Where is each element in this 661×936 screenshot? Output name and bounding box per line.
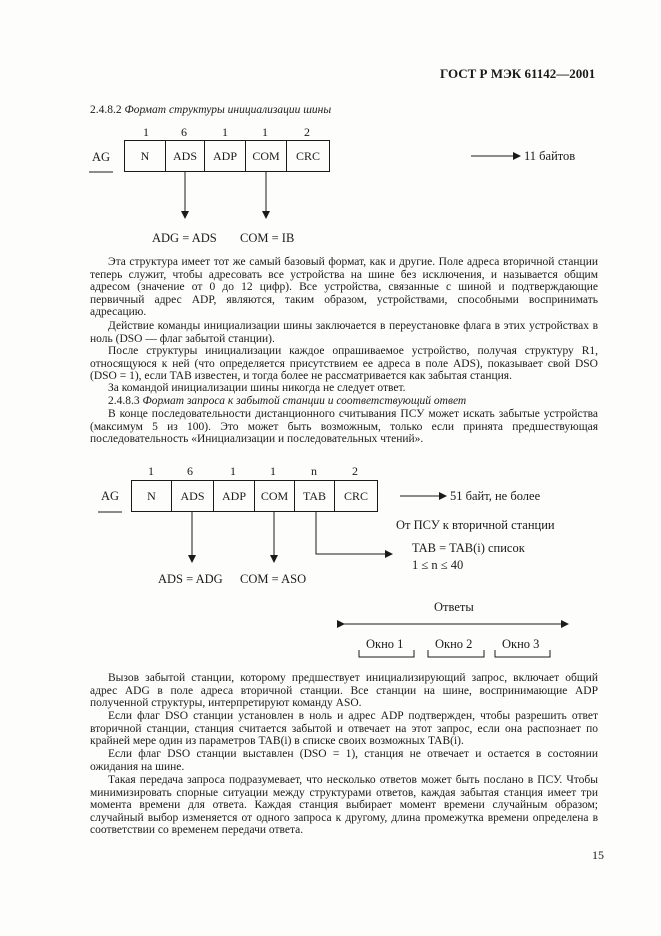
document-code: ГОСТ Р МЭК 61142—2001: [440, 66, 596, 81]
paragraph: Если флаг DSO станции выставлен (DSO = 1), станция не отвечает и остается в состоянии ожидания на шине.: [90, 748, 598, 773]
section-title: Формат запроса к забытой станции и соответствующий ответ: [142, 395, 467, 407]
section-title: Формат структуры инициализации шины: [124, 104, 332, 116]
paragraph: Такая передача запроса подразумевает, что несколько ответов может быть послано в ПСУ. Чтобы минимизировать спорные ситуации между структурами ответов, каждая забытая станция имеет три момента времени для ответа. Каждая станция выбирает момент времени случайным образом; случайный выбор изменяется от одного запроса к другому, длина промежутка времени определена в соответствии со временем передачи ответа.: [90, 774, 598, 837]
paragraph: За командой инициализации шины никогда не следует ответ.: [108, 382, 406, 394]
field-count: 1: [143, 125, 149, 139]
field-count: 1: [262, 125, 268, 139]
paragraph: После структуры инициализации каждое опрашиваемое устройство, получая структуру R1, относящуюся к ней (что определяется присутствием ее адреса в поле ADS), показывает свой DSO (DSO = 1), если TAB известен, и тогда более не рассматривается как забытая станция.: [90, 345, 598, 383]
field-crc: CRC: [334, 480, 378, 512]
field-adp: ADP: [204, 140, 246, 172]
section-number: 2.4.8.2: [90, 104, 122, 116]
field-count: n: [311, 464, 317, 478]
ads-equation: ADS = ADG: [158, 572, 223, 586]
response-window: Окно 1: [366, 637, 404, 651]
paragraph: Действие команды инициализации шины заключается в переустановке флага в этих устройствах в ноль (DSO — флаг забытой станции).: [90, 320, 598, 345]
adg-equation: ADG = ADS: [152, 231, 217, 245]
byte-count-label: 11 байтов: [524, 149, 576, 163]
paragraph: В конце последовательности дистанционного считывания ПСУ может искать забытые устройства (максимум 5 из 100). Это может быть возможным, только если принята предшествующая последовательность «Инициализации и последовательных чтений».: [90, 408, 598, 446]
field-n: N: [124, 140, 166, 172]
response-window: Окно 2: [435, 637, 473, 651]
field-com: COM: [254, 480, 295, 512]
section-number: 2.4.8.3: [108, 395, 140, 407]
field-com: COM: [245, 140, 287, 172]
field-count: 1: [230, 464, 236, 478]
ag-label: AG: [92, 150, 111, 164]
section-heading-2482: [90, 104, 331, 116]
ag-label: AG: [101, 489, 120, 503]
field-n: N: [131, 480, 172, 512]
byte-count-label: 51 байт, не более: [450, 489, 541, 503]
paragraph: Если флаг DSO станции установлен в ноль и адрес ADP подтвержден, чтобы разрешить ответ вторичной станции, станция считается забытой и отвечает на этот запрос, если она распознает по крайней мере один из параметров TAB(i) в списке своих возможных TAB(i).: [90, 710, 598, 748]
field-tab: TAB: [294, 480, 335, 512]
n-range: 1 ≤ n ≤ 40: [412, 558, 464, 572]
field-count: 2: [352, 464, 358, 478]
field-count: 1: [222, 125, 228, 139]
responses-label: Ответы: [434, 600, 474, 614]
section-heading-2483: [108, 395, 466, 407]
field-count: 1: [148, 464, 154, 478]
tab-bracket-arrow: [316, 512, 392, 554]
field-count: 1: [270, 464, 276, 478]
com-equation: COM = ASO: [240, 572, 307, 586]
field-count: 6: [181, 125, 187, 139]
field-count: 2: [304, 125, 310, 139]
page-number: 15: [592, 848, 604, 862]
tab-definition: TAB = TAB(i) список: [412, 541, 525, 555]
field-ads: ADS: [171, 480, 214, 512]
com-equation: COM = IB: [240, 231, 295, 245]
direction-label: От ПСУ к вторичной станции: [396, 518, 555, 532]
paragraph: Эта структура имеет тот же самый базовый формат, как и другие. Поле адреса вторичной станции теперь служит, чтобы адресовать все устройства на шине без исключения, и называется общим адресом (значение от 0 до 12 цифр). Все устройства, связанные с шиной и подтверждающие первичный адрес ADP, являются, таким образом, устройствами, способными воспринимать адресацию.: [90, 256, 598, 319]
response-window: Окно 3: [502, 637, 540, 651]
paragraph: Вызов забытой станции, которому предшествует инициализирующий запрос, включает общий адрес ADG в поле адреса вторичной станции. Все станции на шине, воспринимающие ADP полученной структуры, интерпретируют команду ASO.: [90, 672, 598, 710]
field-crc: CRC: [286, 140, 330, 172]
field-count: 6: [187, 464, 193, 478]
field-adp: ADP: [213, 480, 255, 512]
field-ads: ADS: [165, 140, 205, 172]
